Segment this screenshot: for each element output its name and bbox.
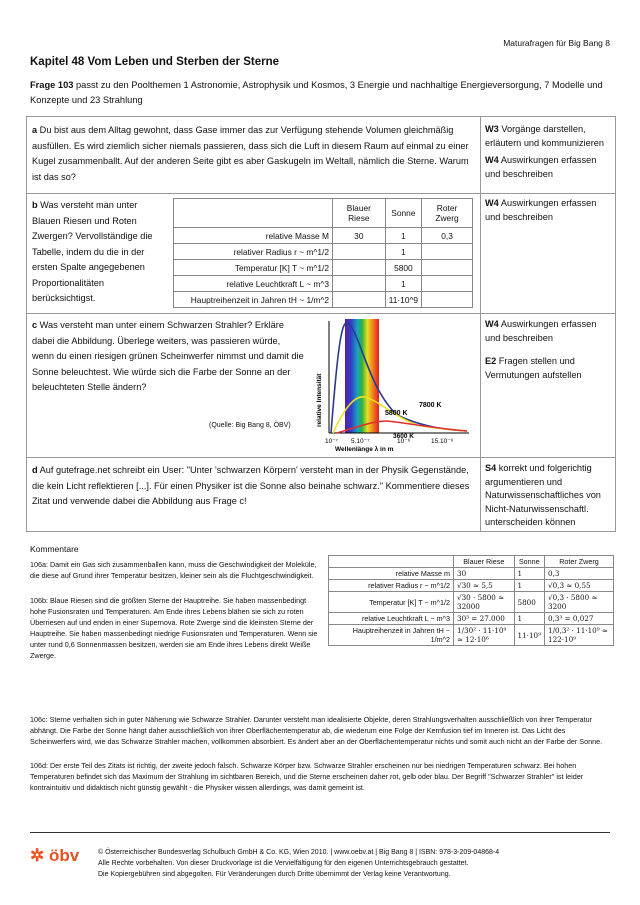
grid-divider <box>27 457 615 458</box>
table-header-cell <box>329 556 454 568</box>
footer-text <box>98 847 499 880</box>
y-axis-label: relative Intensität <box>316 373 323 427</box>
table-cell <box>422 260 473 276</box>
task-b-competences <box>485 197 613 224</box>
table-row <box>329 592 614 613</box>
table-cell: 11·10^9 <box>385 292 421 308</box>
footer-line: Die Kopiergebühren sind abgegolten. Für Veränderungen durch Dritte übernimmt der Verlag keine Verantwortung. <box>98 871 451 878</box>
task-a-competences <box>485 123 613 181</box>
table-cell: 30³ = 27.000 <box>454 613 515 625</box>
table-cell: Hauptreihenzeit in Jahren tH ~ 1/m^2 <box>174 292 333 308</box>
table-cell: relativer Radius r ~ m^1/2 <box>329 580 454 592</box>
comment-106b: 106b: Blaue Riesen sind die größten Sterne der Hauptreihe. Sie haben massenbedingt hohe Fusionsraten und Temperaturen. Am Ende ihres Lebens blähen sie sich zu roten Überriesen auf und enden in einer Supernova. Rote Zwerge sind die kleinsten Sterne der Hauptreihe. Sie haben massenbedingt niedrige Fusionsraten und Temperaturen. Wenn sie unter rund 0,6 Sonnenmassen besitzen, werden sie am Ende ihres Lebens direkt Weiße Zwerge. <box>30 596 318 660</box>
chapter-title: Kapitel 48 Vom Leben und Sterben der Sterne <box>30 56 280 68</box>
table-header-row <box>174 199 473 228</box>
table-cell: 11·10⁹ <box>514 625 544 646</box>
table-cell: 1 <box>514 568 544 580</box>
table-cell: √0,3 · 5800 ≈ 3200 <box>545 592 614 613</box>
oebv-logo <box>30 846 79 866</box>
series-header: Maturafragen für Big Bang 8 <box>503 38 610 48</box>
x-tick-label: 5.10⁻⁷ <box>351 438 370 445</box>
table-row <box>174 276 473 292</box>
table-cell: 1 <box>385 276 421 292</box>
footer-line: © Österreichischer Bundesverlag Schulbuch GmbH & Co. KG, Wien 2010. | www.oebv.at | Big Bang 8 | ISBN: 978-3-209-04868-4 <box>98 849 500 856</box>
table-header-cell: Roter Zwerg <box>545 556 614 568</box>
competence-text: korrekt und folgerichtig argumentieren und Naturwissenschaftliches von Nicht-Naturwissenschaftl. unterscheiden können <box>485 463 601 527</box>
table-cell: 0,3 <box>545 568 614 580</box>
table-header-cell: Sonne <box>514 556 544 568</box>
x-tick-label: 10⁻⁶ <box>397 438 411 445</box>
table-cell: Hauptreihenzeit in Jahren tH ~ 1/m^2 <box>329 625 454 646</box>
task-grid <box>26 116 616 532</box>
competence-text: Fragen stellen und Vermutungen aufstellen <box>485 356 582 380</box>
table-header-cell: Blauer Riese <box>333 199 386 228</box>
task-a-letter: a <box>32 125 38 135</box>
table-cell: 5800 <box>385 260 421 276</box>
table-cell: 30 <box>454 568 515 580</box>
table-cell: 1/0,3² · 11·10⁹ ≈ 122·10⁹ <box>545 625 614 646</box>
competence-code: W4 <box>485 319 499 329</box>
curve-label: 7800 K <box>419 402 442 409</box>
curve-label: 5800 K <box>385 410 408 417</box>
table-header-cell: Sonne <box>385 199 421 228</box>
table-cell: √30 · 5800 ≈ 32000 <box>454 592 515 613</box>
table-row <box>174 260 473 276</box>
table-cell <box>333 292 386 308</box>
competence-code: S4 <box>485 463 497 473</box>
frage-number: Frage 103 <box>30 80 74 90</box>
table-cell <box>422 244 473 260</box>
table-cell: √30 ≈ 5,5 <box>454 580 515 592</box>
task-c-text: Was versteht man unter einem Schwarzen Strahler? Erkläre dabei die Abbildung. Überlege weiters, was passieren würde, wenn du einen riesigen grünen Scheinwerfer nimmst und damit die Sonne beleuchtest. Wie würde sich die Farbe der Sonne an der beleuchteten Stelle ändern? <box>32 320 304 392</box>
competence-code: W4 <box>485 198 499 208</box>
table-cell: relative Leuchtkraft L ~ m^3 <box>329 613 454 625</box>
competence <box>485 123 613 150</box>
competence-code: E2 <box>485 356 497 366</box>
task-c-letter: c <box>32 320 38 330</box>
x-tick-label: 15.10⁻⁶ <box>431 438 454 445</box>
task-c <box>32 318 304 396</box>
table-cell: relative Leuchtkraft L ~ m^3 <box>174 276 333 292</box>
x-axis-label: Wellenlänge λ in m <box>335 446 394 453</box>
table-cell: 1 <box>385 228 421 244</box>
frage-intro <box>30 78 615 108</box>
task-c-competences <box>485 318 613 382</box>
table-cell: 0,3³ = 0,027 <box>545 613 614 625</box>
table-cell <box>422 276 473 292</box>
task-b <box>32 198 167 307</box>
comments-title: Kommentare <box>30 544 79 554</box>
table-cell: √0,3 ≈ 0,55 <box>545 580 614 592</box>
table-row <box>329 580 614 592</box>
table-cell: 5800 <box>514 592 544 613</box>
competence-code: W3 <box>485 124 499 134</box>
footer-divider <box>30 832 610 833</box>
table-cell <box>333 260 386 276</box>
table-header-cell: Blauer Riese <box>454 556 515 568</box>
competence-code: W4 <box>485 155 499 165</box>
solution-table <box>328 555 614 646</box>
table-row <box>329 613 614 625</box>
table-cell: Temperatur [K] T ~ m^1/2 <box>329 592 454 613</box>
table-cell: 1/30² · 11·10⁹ ≈ 12·10⁶ <box>454 625 515 646</box>
competence <box>485 462 613 530</box>
table-cell: relativer Radius r ~ m^1/2 <box>174 244 333 260</box>
star-table <box>173 198 473 308</box>
footer-line: Alle Rechte vorbehalten. Von dieser Druckvorlage ist die Vervielfältigung für den eigenen Unterrichtsgebrauch gestattet. <box>98 860 469 867</box>
competence <box>485 318 613 345</box>
table-cell: 1 <box>514 580 544 592</box>
table-cell <box>333 276 386 292</box>
logo-text: öbv <box>48 846 80 865</box>
competence-text: Auswirkungen erfassen und beschreiben <box>485 198 597 222</box>
table-row <box>329 625 614 646</box>
table-cell: 1 <box>385 244 421 260</box>
table-cell: relative Masse M <box>174 228 333 244</box>
oebv-star-icon: ✲ <box>30 846 45 865</box>
task-d-competences <box>485 462 613 530</box>
task-a-text: Du bist aus dem Alltag gewohnt, dass Gase immer das zur Verfügung stehende Volumen gleichmäßig ausfüllen. Es wird ziemlich sicher niemals passieren, dass sich die Luft in diesem Raum auf einmal zu einer Kugel zusammenballt. Auf der anderen Seite gibt es aber Gaskugeln im Weltall, nämlich die Sterne. Warum ist das so? <box>32 125 469 182</box>
curve-label: 3600 K <box>393 433 414 440</box>
competence-text: Auswirkungen erfassen und beschreiben <box>485 155 597 179</box>
x-tick-label: 10⁻⁷ <box>325 438 339 445</box>
frage-text: passt zu den Poolthemen 1 Astronomie, Astrophysik und Kosmos, 3 Energie und nachhaltige Energieversorgung, 7 Modelle und Konzepte und 23 Strahlung <box>30 80 603 105</box>
table-cell: 1 <box>514 613 544 625</box>
competence-text: Vorgänge darstellen, erläutern und kommunizieren <box>485 124 604 148</box>
grid-divider <box>27 313 615 314</box>
task-d-text: Auf gutefrage.net schreibt ein User: "Unter 'schwarzen Körpern' versteht man in der Physik Gegenstände, die kein Licht reflektieren [...]. Für einen Physiker ist die Sonne also beinahe schwarz." Kommentiere dieses Zitat und verwende dabei die Abbildung aus Frage c! <box>32 465 470 506</box>
competence <box>485 355 613 382</box>
table-row <box>329 568 614 580</box>
figure-source: (Quelle: Big Bang 8, ÖBV) <box>209 422 291 429</box>
task-d <box>32 463 476 510</box>
task-d-letter: d <box>32 465 38 475</box>
visible-spectrum-band <box>345 319 379 433</box>
table-header-cell: Roter Zwerg <box>422 199 473 228</box>
table-row <box>174 292 473 308</box>
grid-divider <box>480 117 481 531</box>
comment-106c: 106c: Sterne verhalten sich in guter Näherung wie Schwarze Strahler. Darunter versteht man idealisierte Objekte, deren Strahlungsverhalten ausschließlich von ihrer Temperatur abhängt. Die Farbe der Sonne hängt daher ausschließlich von ihrer Oberflächentemperatur ab, die wiederum eine Folge der Kernfusion tief im Inneren ist. Das Licht des Scheinwerfers wird, wie das Schwarze Strahler machen, vollkommen absorbiert. Es ändert aber an der Oberflächentemperatur nichts und somit auch nicht an der Farbe der Sonne. <box>30 715 603 746</box>
table-row <box>174 244 473 260</box>
table-cell: Temperatur [K] T ~ m^1/2 <box>174 260 333 276</box>
table-header-cell <box>174 199 333 228</box>
table-header-row <box>329 556 614 568</box>
task-b-text: Was versteht man unter Blauen Riesen und Roten Zwergen? Vervollständige die Tabelle, indem du die in der ersten Spalte angegebenen Proportionalitäten berücksichtigst. <box>32 200 153 303</box>
grid-divider <box>27 193 615 194</box>
task-a <box>32 123 476 185</box>
comment-106d: 106d: Der erste Teil des Zitats ist richtig, der zweite jedoch falsch. Schwarze Körper bzw. Schwarze Strahler erscheinen nur bei niedrigen Temperaturen schwarz. Bei hohen Temperaturen befindet sich das Maximum der Strahlung im sichtbaren Bereich, und die Sterne erscheinen daher rot, gelb oder blau. Der Begriff "Schwarzer Strahler" ist leider kontraintuitiv und didaktisch nicht günstig gewählt - die Physiker wissen allerdings, was damit gemeint ist. <box>30 761 584 792</box>
comment-106a: 106a: Damit ein Gas sich zusammenballen kann, muss die Geschwindigkeit der Moleküle, die diese auf Grund ihrer Temperatur besitzen, kleiner sein als die Fluchtgeschwindigkeit. <box>30 560 317 580</box>
competence <box>485 197 613 224</box>
competence <box>485 154 613 181</box>
competence-text: Auswirkungen erfassen und beschreiben <box>485 319 597 343</box>
table-cell <box>333 244 386 260</box>
table-cell: 30 <box>333 228 386 244</box>
blackbody-figure <box>307 317 477 453</box>
table-row <box>174 228 473 244</box>
task-b-letter: b <box>32 200 38 210</box>
table-cell: relative Masse m <box>329 568 454 580</box>
table-cell <box>422 292 473 308</box>
table-cell: 0,3 <box>422 228 473 244</box>
